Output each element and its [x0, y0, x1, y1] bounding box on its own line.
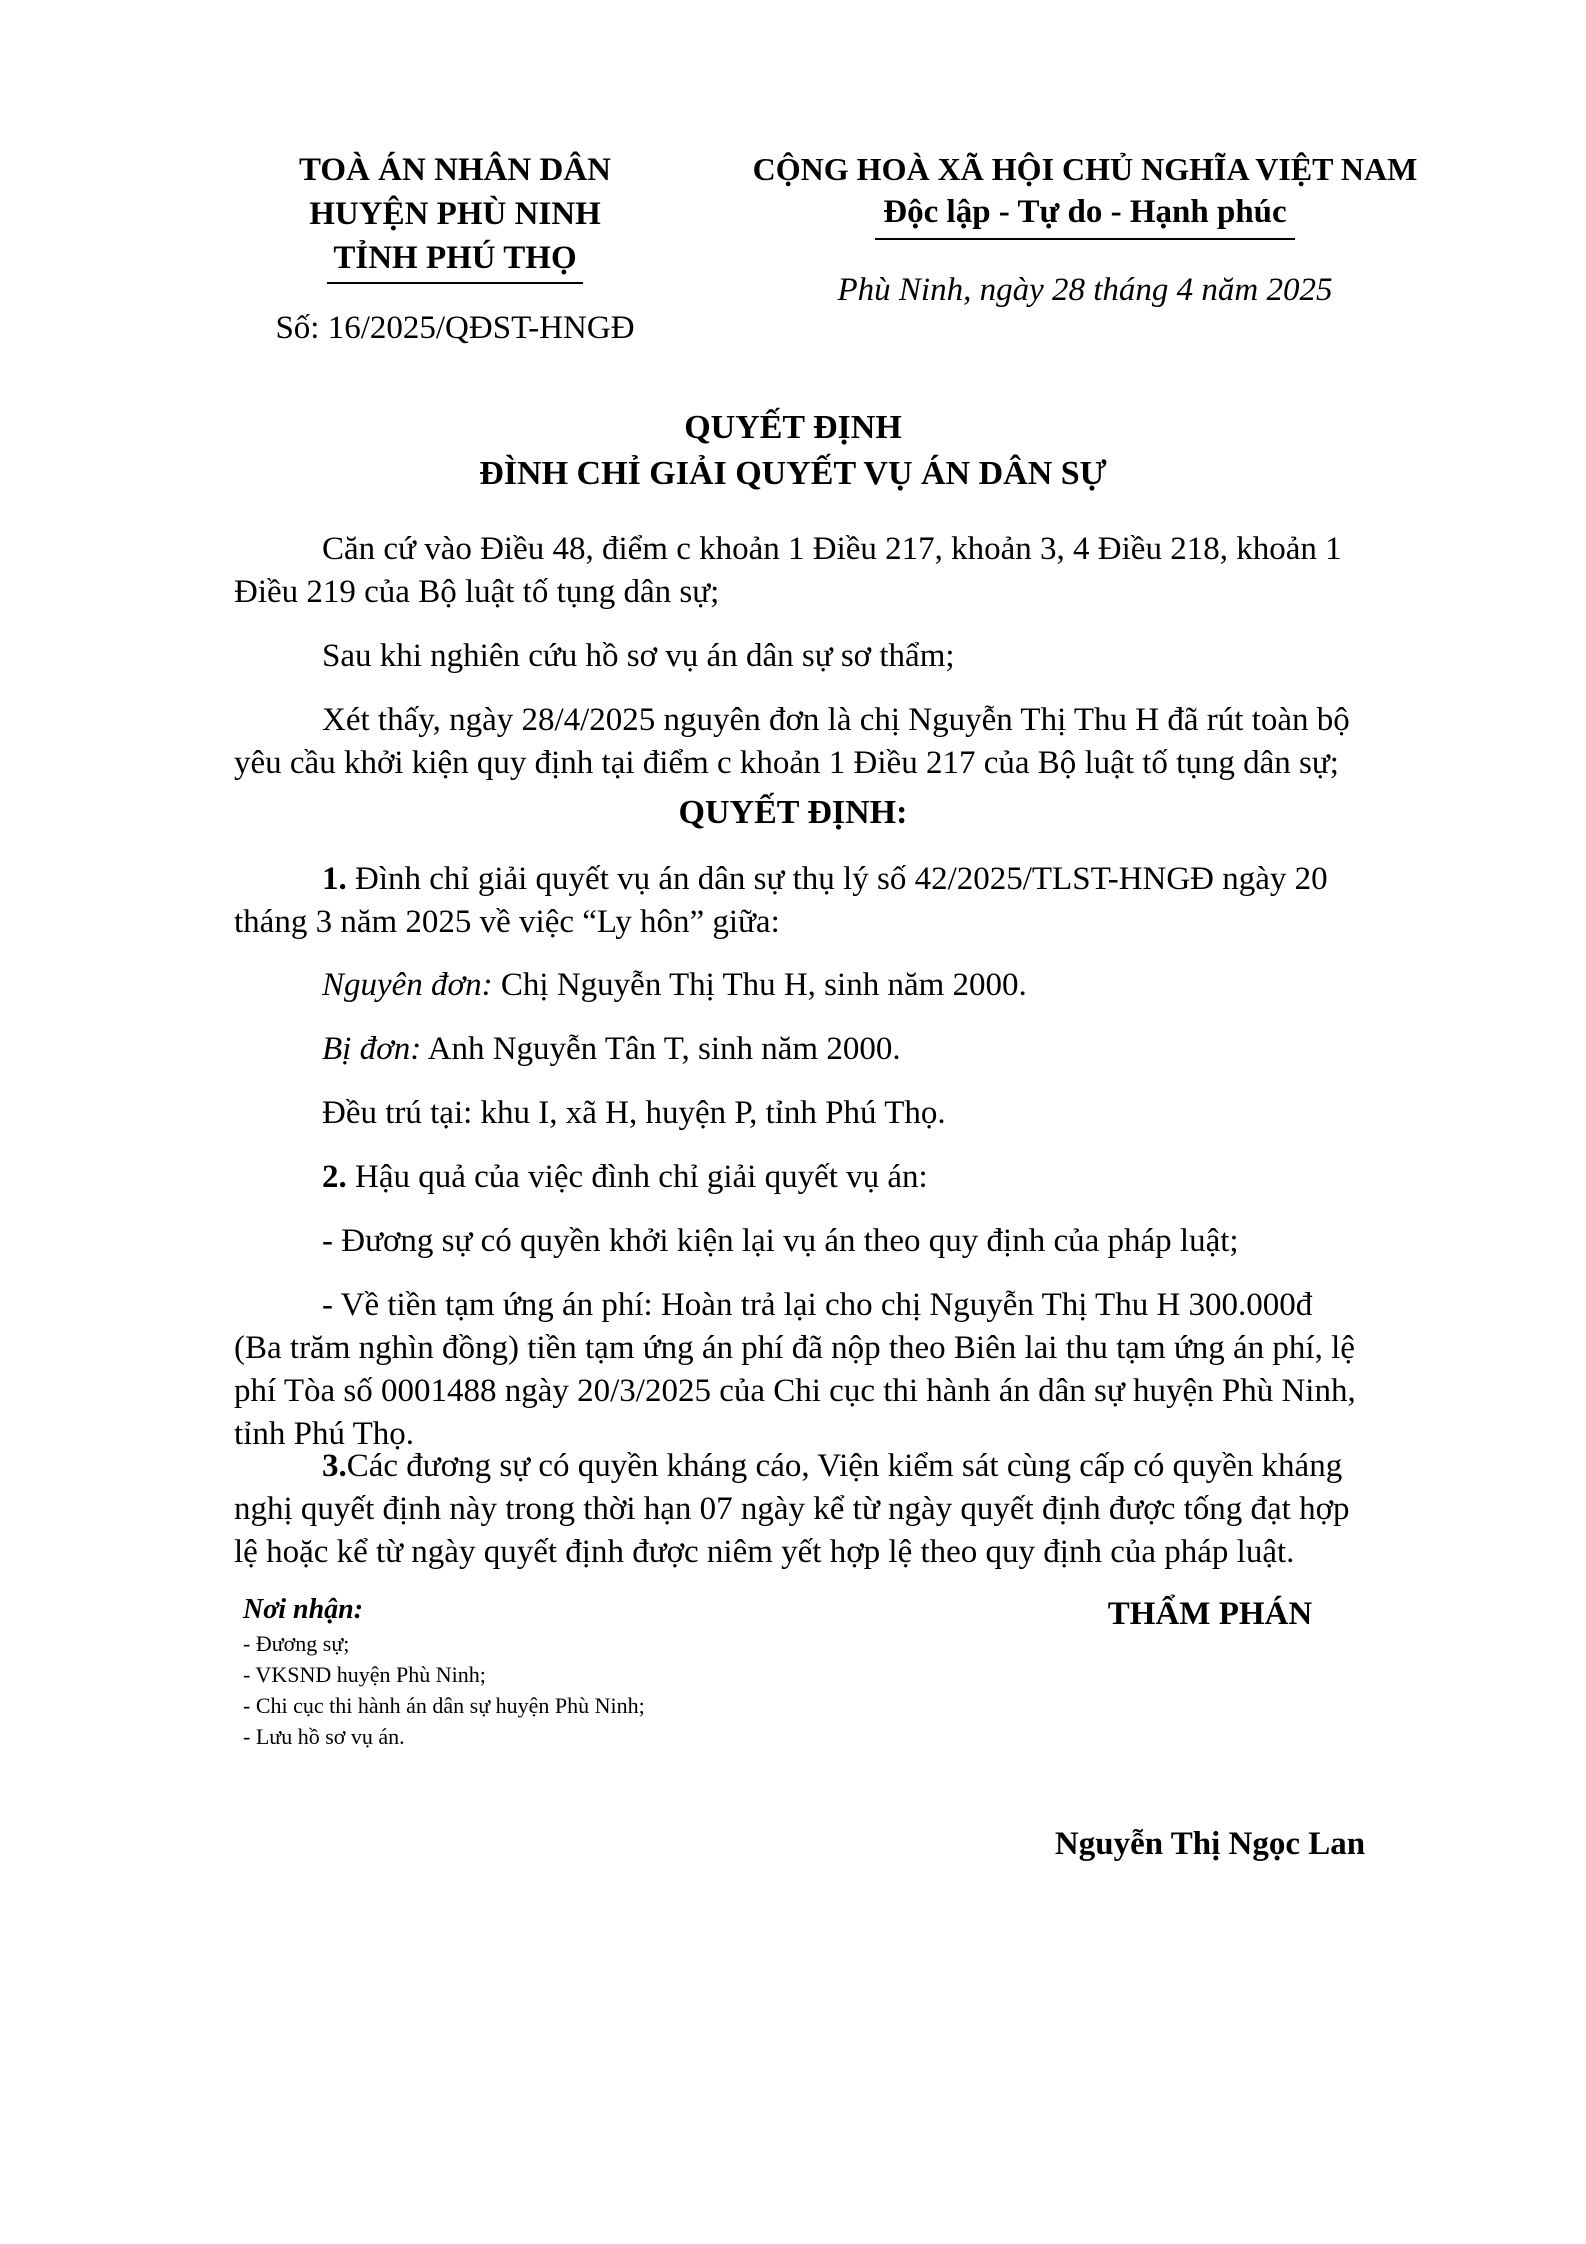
- recipient-item: - VKSND huyện Phù Ninh;: [243, 1662, 486, 1687]
- preamble-finding: [234, 699, 1482, 785]
- recipient-item: - Chi cục thi hành án dân sự huyện Phù Ninh;: [243, 1693, 645, 1718]
- item-2: [322, 1156, 1482, 1199]
- preamble-review-text: Sau khi nghiên cứu hồ sơ vụ án dân sự sơ thẩm;: [322, 638, 955, 674]
- issue-date: Phù Ninh, ngày 28 tháng 4 năm 2025: [837, 272, 1333, 308]
- item-3: [234, 1445, 1482, 1574]
- title-line1: QUYẾT ĐỊNH: [684, 409, 902, 446]
- document-number: Số: 16/2025/QĐST-HNGĐ: [275, 310, 635, 346]
- item-2-bullet-2: [234, 1284, 1482, 1456]
- item-1-line1: Đình chỉ giải quyết vụ án dân sự thụ lý số 42/2025/TLST-HNGĐ ngày 20: [346, 861, 1328, 897]
- preamble-legal-basis-line2: Điều 219 của Bộ luật tố tụng dân sự;: [234, 574, 720, 610]
- preamble-review: [322, 635, 1482, 678]
- decision-heading: QUYẾT ĐỊNH:: [678, 794, 908, 831]
- title-line2: ĐÌNH CHỈ GIẢI QUYẾT VỤ ÁN DÂN SỰ: [479, 455, 1107, 492]
- item-1-number: 1.: [322, 861, 347, 897]
- plaintiff-label: Nguyên đơn:: [322, 967, 493, 1003]
- item-3-number: 3.: [322, 1448, 347, 1484]
- recipient-item: - Đương sự;: [243, 1631, 350, 1656]
- recipients-block: [243, 1592, 843, 1752]
- item-2-number: 2.: [322, 1159, 347, 1195]
- preamble-legal-basis: [234, 528, 1482, 614]
- plaintiff-line: [322, 964, 1482, 1007]
- recipients-title: Nơi nhận:: [243, 1594, 364, 1625]
- item-2-bullet-2-line4: tỉnh Phú Thọ.: [234, 1416, 415, 1452]
- document-title: [0, 405, 1586, 497]
- preamble-finding-line2: yêu cầu khởi kiện quy định tại điểm c khoản 1 Điều 217 của Bộ luật tố tụng dân sự;: [234, 745, 1339, 781]
- residence-text: Đều trú tại: khu I, xã H, huyện P, tỉnh Phú Thọ.: [322, 1095, 946, 1131]
- item-1: [234, 858, 1482, 944]
- defendant-line: [322, 1028, 1482, 1071]
- item-2-bullet-1: [322, 1220, 1482, 1263]
- preamble-finding-line1: Xét thấy, ngày 28/4/2025 nguyên đơn là chị Nguyễn Thị Thu H đã rút toàn bộ: [322, 702, 1350, 738]
- preamble-legal-basis-line1: Căn cứ vào Điều 48, điểm c khoản 1 Điều 217, khoản 3, 4 Điều 218, khoản 1: [322, 531, 1342, 567]
- item-2-heading: Hậu quả của việc đình chỉ giải quyết vụ án:: [346, 1159, 928, 1195]
- item-1-line2: tháng 3 năm 2025 về việc “Ly hôn” giữa:: [234, 904, 780, 940]
- item-2-bullet-1-text: - Đương sự có quyền khởi kiện lại vụ án theo quy định của pháp luật;: [322, 1223, 1239, 1259]
- residence-line: [322, 1092, 1482, 1135]
- signer-role: THẨM PHÁN: [1107, 1596, 1313, 1632]
- national-motto: Độc lập - Tự do - Hạnh phúc: [883, 194, 1287, 230]
- recipient-item: - Lưu hồ sơ vụ án.: [243, 1724, 405, 1749]
- motto-underline: [875, 238, 1295, 240]
- court-name-line1: TOÀ ÁN NHÂN DÂN: [299, 152, 611, 188]
- court-name-line3: TỈNH PHÚ THỌ: [327, 236, 582, 284]
- national-header: [700, 148, 1470, 312]
- defendant-label: Bị đơn:: [322, 1031, 422, 1067]
- defendant-value: Anh Nguyễn Tân T, sinh năm 2000.: [421, 1031, 901, 1067]
- plaintiff-value: Chị Nguyễn Thị Thu H, sinh năm 2000.: [492, 967, 1027, 1003]
- item-3-line3: lệ hoặc kể từ ngày quyết định được niêm yết hợp lệ theo quy định của pháp luật.: [234, 1534, 1295, 1570]
- signer-name: Nguyễn Thị Ngọc Lan: [1054, 1826, 1366, 1862]
- court-header: [245, 148, 665, 350]
- item-2-bullet-2-line2: (Ba trăm nghìn đồng) tiền tạm ứng án phí đã nộp theo Biên lai thu tạm ứng án phí, lệ: [234, 1330, 1355, 1366]
- nation-name: CỘNG HOÀ XÃ HỘI CHỦ NGHĨA VIỆT NAM: [752, 151, 1418, 187]
- item-3-line1: Các đương sự có quyền kháng cáo, Viện kiểm sát cùng cấp có quyền kháng: [346, 1448, 1343, 1484]
- item-2-bullet-2-line1: - Về tiền tạm ứng án phí: Hoàn trả lại cho chị Nguyễn Thị Thu H 300.000đ: [322, 1287, 1313, 1323]
- court-name-line2: HUYỆN PHÙ NINH: [309, 196, 601, 232]
- item-2-bullet-2-line3: phí Tòa số 0001488 ngày 20/3/2025 của Chi cục thi hành án dân sự huyện Phù Ninh,: [234, 1373, 1356, 1409]
- item-3-line2: nghị quyết định này trong thời hạn 07 ngày kể từ ngày quyết định được tống đạt hợp: [234, 1491, 1350, 1527]
